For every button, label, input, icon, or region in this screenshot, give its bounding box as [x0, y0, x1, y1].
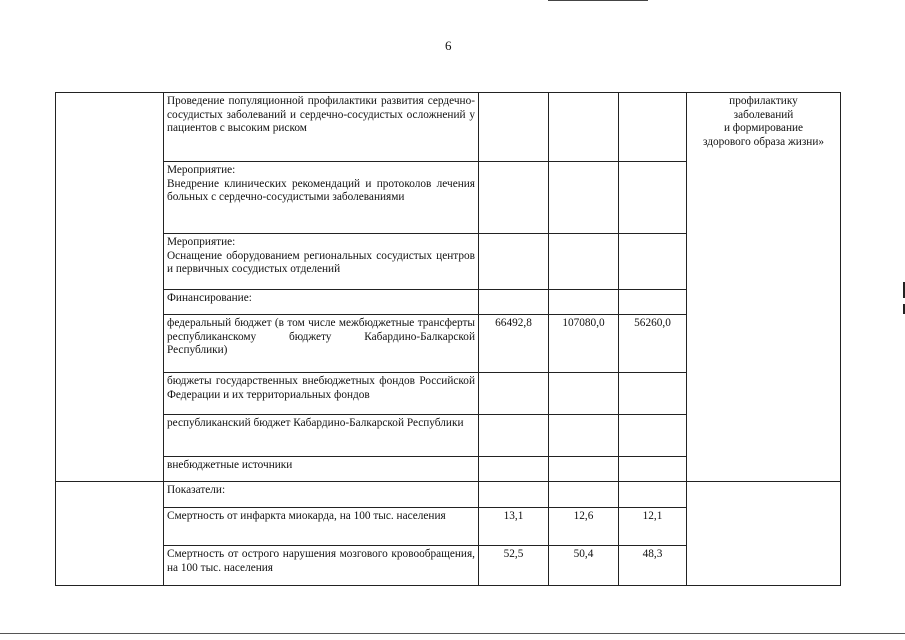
value-cell-2 — [549, 290, 619, 315]
value-cell-2 — [549, 234, 619, 290]
value-cell-3 — [619, 373, 687, 415]
measure-description: Мероприятие: Оснащение оборудованием региональных сосудистых центров и первичных сосудистых отделений — [164, 234, 479, 290]
indicator-value-2: 12,6 — [549, 508, 619, 546]
value-cell-2 — [549, 482, 619, 508]
funding-source: внебюджетные источники — [164, 457, 479, 482]
indicator-value-3: 12,1 — [619, 508, 687, 546]
funding-source: федеральный бюджет (в том числе межбюджетные трансферты республиканскому бюджету Кабардино-Балкарской Республики) — [164, 315, 479, 373]
value-cell-3 — [619, 162, 687, 234]
value-cell-2 — [549, 415, 619, 457]
value-cell-1: 66492,8 — [479, 315, 549, 373]
indicator-description: Смертность от инфаркта миокарда, на 100 тыс. населения — [164, 508, 479, 546]
value-cell-1 — [479, 482, 549, 508]
blank-column-cell — [56, 482, 164, 586]
value-cell-1 — [479, 162, 549, 234]
value-cell-2 — [549, 373, 619, 415]
scan-line-bottom — [0, 633, 905, 634]
value-cell-1 — [479, 234, 549, 290]
value-cell-2 — [549, 457, 619, 482]
table-row — [56, 482, 841, 508]
value-cell-3 — [619, 482, 687, 508]
page-number: 6 — [445, 38, 452, 53]
blank-column-cell — [56, 93, 164, 482]
value-cell-1 — [479, 415, 549, 457]
program-table — [55, 92, 841, 586]
value-cell-3 — [619, 415, 687, 457]
measure-description: Мероприятие: Внедрение клинических рекомендаций и протоколов лечения больных с сердечно-сосудистыми заболеваниями — [164, 162, 479, 234]
result-cell-indicators — [687, 482, 841, 586]
value-cell-2 — [549, 162, 619, 234]
value-cell-2 — [549, 93, 619, 162]
value-cell-3: 56260,0 — [619, 315, 687, 373]
value-cell-3 — [619, 457, 687, 482]
result-cell — [687, 93, 841, 482]
funding-source: республиканский бюджет Кабардино-Балкарской Республики — [164, 415, 479, 457]
value-cell-1 — [479, 290, 549, 315]
value-cell-3 — [619, 234, 687, 290]
indicator-value-3: 48,3 — [619, 546, 687, 586]
value-cell-3 — [619, 290, 687, 315]
table-row — [56, 93, 841, 162]
indicator-value-1: 52,5 — [479, 546, 549, 586]
funding-source: бюджеты государственных внебюджетных фондов Российской Федерации и их территориальных фондов — [164, 373, 479, 415]
value-cell-1 — [479, 457, 549, 482]
indicator-description: Смертность от острого нарушения мозгового кровообращения, на 100 тыс. населения — [164, 546, 479, 586]
financing-heading: Финансирование: — [164, 290, 479, 315]
indicators-heading: Показатели: — [164, 482, 479, 508]
indicator-value-1: 13,1 — [479, 508, 549, 546]
value-cell-3 — [619, 93, 687, 162]
result-text: профилактику заболеваний и формирование здорового образа жизни» — [702, 95, 825, 148]
indicator-value-2: 50,4 — [549, 546, 619, 586]
value-cell-1 — [479, 93, 549, 162]
scan-line-top — [548, 0, 648, 1]
measure-description: Проведение популяционной профилактики развития сердечно-сосудистых заболеваний и сердечно-сосудистых осложнений у пациентов с высоким риском — [164, 93, 479, 162]
value-cell-1 — [479, 373, 549, 415]
value-cell-2: 107080,0 — [549, 315, 619, 373]
